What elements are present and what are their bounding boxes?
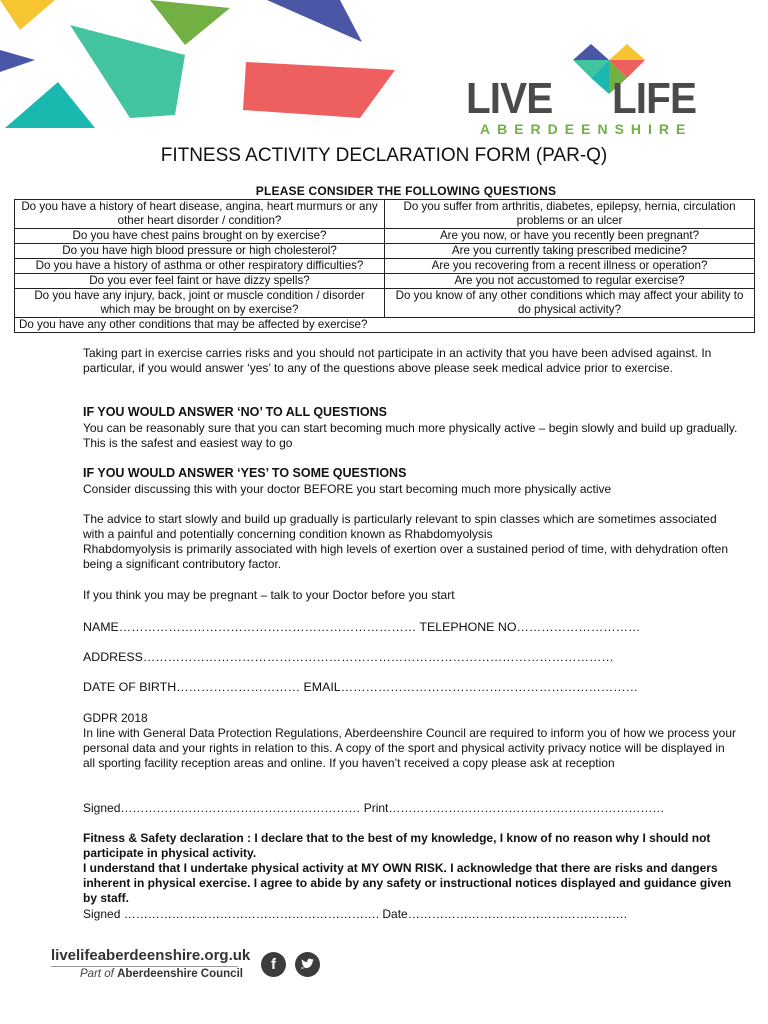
logo-subtitle: ABERDEENSHIRE <box>480 121 693 137</box>
twitter-icon[interactable] <box>295 952 320 977</box>
live-life-logo <box>466 44 716 139</box>
footer-divider <box>51 966 238 967</box>
footer-part-of <box>80 968 243 980</box>
footer-website[interactable]: livelifeaberdeenshire.org.uk <box>51 947 251 964</box>
advice-paragraph-1: The advice to start slowly and build up gradually is particularly relevant to spin classes which are sometimes associated with a painful and potentially concerning condition known as Rhabdomyolysis <box>83 512 717 541</box>
questions-table <box>14 199 755 333</box>
declaration-line-1: Fitness & Safety declaration : I declare that to the best of my knowledge, I know of no reason why I should not participate in physical activity. <box>83 831 711 860</box>
question-cell: Are you now, or have you recently been pregnant? <box>385 229 755 244</box>
question-cell: Do you have a history of asthma or other respiratory difficulties? <box>15 259 385 274</box>
question-cell: Do you ever feel faint or have dizzy spells? <box>15 274 385 289</box>
table-row <box>15 289 755 318</box>
no-section-heading: IF YOU WOULD ANSWER ‘NO’ TO ALL QUESTIONS <box>83 405 387 419</box>
question-cell: Do you know of any other conditions which may affect your ability to do physical activity? <box>385 289 755 318</box>
table-row <box>15 229 755 244</box>
twitter-bird-icon <box>295 952 320 977</box>
table-row <box>15 274 755 289</box>
question-cell: Do you have any other conditions that may be affected by exercise? <box>15 318 755 333</box>
no-section-text: You can be reasonably sure that you can start becoming much more physically active – begin slowly and build up gradually. This is the safest and easiest way to go <box>83 421 738 450</box>
address-field[interactable]: ADDRESS…………………………………………………………………………………………………… <box>83 650 614 664</box>
table-row <box>15 244 755 259</box>
gdpr-text: In line with General Data Protection Regulations, Aberdeenshire Council are required to inform you of how we process your personal data and your rights in relation to this. A copy of the sport and physical activity privacy notice will be displayed in all sporting facility reception areas and online. If you haven’t received a copy please ask at reception <box>83 726 737 770</box>
question-cell: Do you have chest pains brought on by exercise? <box>15 229 385 244</box>
questions-heading: PLEASE CONSIDER THE FOLLOWING QUESTIONS <box>255 184 557 198</box>
logo-word-live: LIVE <box>466 74 553 123</box>
page-title: FITNESS ACTIVITY DECLARATION FORM (PAR-Q) <box>160 145 608 166</box>
shape-cyan <box>5 82 95 128</box>
shape-teal-large <box>70 25 185 118</box>
question-cell: Do you have any injury, back, joint or muscle condition / disorder which may be brought on by exercise? <box>15 289 385 318</box>
question-cell: Are you currently taking prescribed medicine? <box>385 244 755 259</box>
signed-date-field[interactable]: Signed ………………………………………………………. Date………………………………………………. <box>83 907 628 921</box>
question-cell: Do you suffer from arthritis, diabetes, epilepsy, hernia, circulation problems or an ulcer <box>385 200 755 229</box>
table-row <box>15 318 755 333</box>
footer-part-of-prefix: Part of <box>80 968 118 980</box>
name-phone-field[interactable]: NAME……………………………………………………………… TELEPHONE NO………………………… <box>83 620 641 634</box>
gdpr-title: GDPR 2018 <box>83 711 148 725</box>
yes-section-heading: IF YOU WOULD ANSWER ‘YES’ TO SOME QUESTIONS <box>83 466 407 480</box>
question-cell: Are you not accustomed to regular exercise? <box>385 274 755 289</box>
footer-part-of-org: Aberdeenshire Council <box>117 968 243 980</box>
table-row <box>15 259 755 274</box>
shape-red <box>243 62 395 118</box>
shape-navy <box>267 0 362 42</box>
shape-navy-small <box>0 50 35 72</box>
shape-yellow <box>0 0 55 30</box>
question-cell: Are you recovering from a recent illness or operation? <box>385 259 755 274</box>
yes-section-text: Consider discussing this with your doctor BEFORE you start becoming much more physically active <box>83 482 612 496</box>
logo-word-life: LIFE <box>612 74 697 123</box>
intro-paragraph: Taking part in exercise carries risks and you should not participate in an activity that you have been advised against. In particular, if you would answer ‘yes’ to any of the questions above please seek medical advice prior to exercise. <box>83 346 712 375</box>
pregnant-note: If you think you may be pregnant – talk to your Doctor before you start <box>83 588 455 602</box>
shape-green <box>150 0 230 45</box>
dob-email-field[interactable]: DATE OF BIRTH………………………… EMAIL……………………………………………………………… <box>83 680 639 694</box>
declaration-line-2: I understand that I undertake physical activity at MY OWN RISK. I acknowledge that there are risks and dangers inherent in physical exercise. I agree to abide by any safety or instructional notices displayed and guidance given by staff. <box>83 861 732 905</box>
signed-print-field[interactable]: Signed…………………………………………………… Print…………………………………………………………… <box>83 801 665 815</box>
question-cell: Do you have a history of heart disease, angina, heart murmurs or any other heart disorder / condition? <box>15 200 385 229</box>
facebook-icon[interactable]: f <box>261 952 286 977</box>
table-row <box>15 200 755 229</box>
question-cell: Do you have high blood pressure or high cholesterol? <box>15 244 385 259</box>
advice-paragraph-2: Rhabdomyolysis is primarily associated with high levels of exertion over a sustained period of time, with dehydration often being a significant contributory factor. <box>83 542 728 571</box>
decorative-shapes <box>0 0 420 140</box>
